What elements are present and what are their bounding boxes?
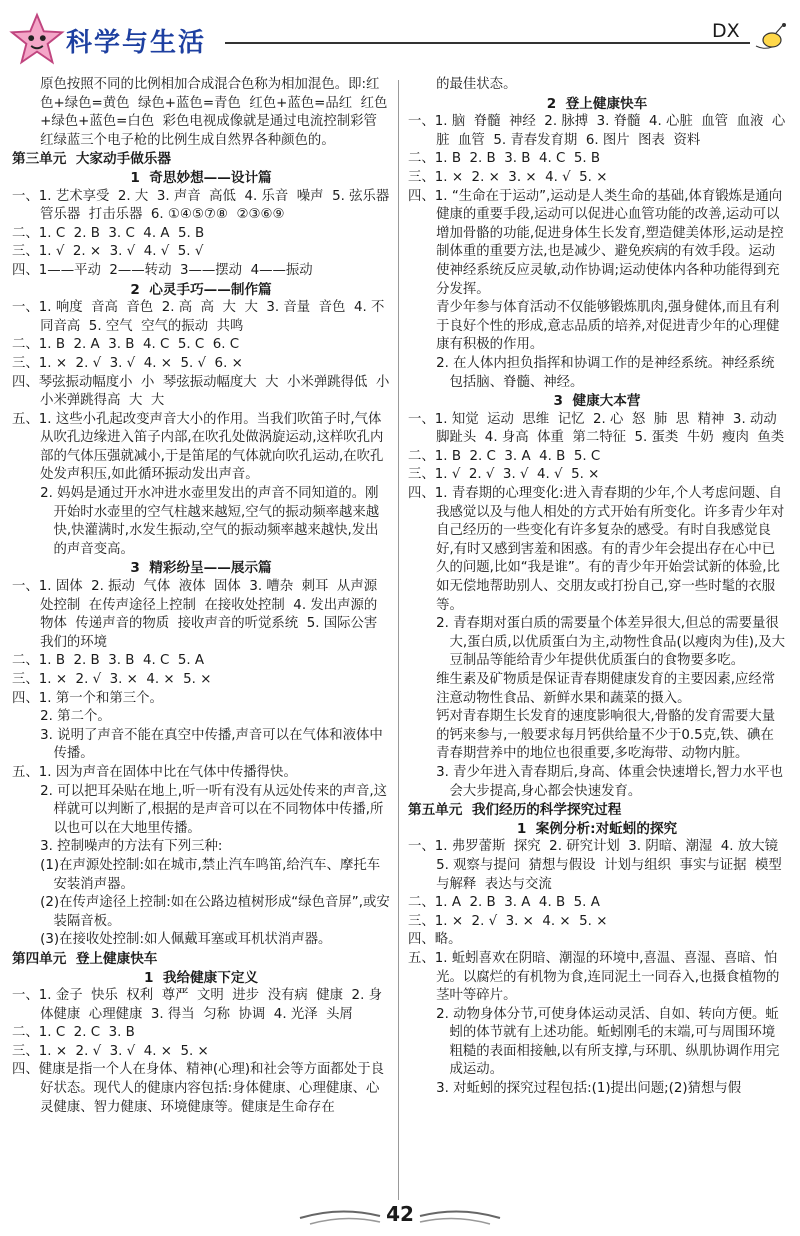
answer-line: 三、1. √ 2. √ 3. √ 4. √ 5. × bbox=[408, 467, 600, 483]
answer-line: 三、1. × 2. √ 3. √ 4. × 5. √ 6. × bbox=[12, 355, 243, 371]
answer-line: 2. 第二个。 bbox=[40, 709, 111, 725]
answer-line: 三、1. √ 2. × 3. √ 4. √ 5. √ bbox=[12, 244, 204, 260]
header-rule bbox=[225, 42, 750, 44]
answer-line: (3)在接收处控制:如人佩戴耳塞或耳机状消声器。 bbox=[40, 932, 332, 948]
page-title: 科学与生活 bbox=[66, 28, 207, 58]
answer-line: 二、1. A 2. B 3. A 4. B 5. A bbox=[408, 895, 600, 911]
answer-line: 二、1. B 2. B 3. B 4. C 5. A bbox=[12, 653, 205, 669]
right-column bbox=[408, 76, 786, 1099]
answer-line: (1)在声源处控制:如在城市,禁止汽车鸣笛,给汽车、摩托车安装消声器。 bbox=[40, 857, 381, 892]
unit-heading: 第四单元 登上健康快车 bbox=[12, 950, 158, 967]
answer-line: 2. 可以把耳朵贴在地上,听一听有没有从远处传来的声音,这样就可以判断了,根据的是声音可以在不同物体中传播,所以也可以在大地里传播。 bbox=[40, 783, 388, 836]
answer-line: 3. 说明了声音不能在真空中传播,声音可以在气体和液体中传播。 bbox=[40, 727, 383, 762]
star-mascot-icon bbox=[8, 12, 66, 70]
answer-line: (2)在传声途径上控制:如在公路边植树形成“绿色音屏”,或安装隔音板。 bbox=[40, 895, 390, 929]
section-heading: 1 奇思妙想——设计篇 bbox=[130, 169, 272, 186]
answer-line: 钙对青春期生长发育的速度影响很大,骨骼的发育需要大量的钙来参与,一般要求每月钙供给量不少于0.5克,铁、碘在青春期营养中的地位也很重要,多吃海带、动物内脏。 bbox=[436, 709, 776, 762]
answer-line: 四、1. 第一个和第三个。 bbox=[12, 690, 163, 706]
answer-line: 四、琴弦振动幅度小 小 琴弦振动幅度大 大 小米弹跳得低 小 小米弹跳得高 大 大 bbox=[12, 374, 398, 409]
section-heading: 2 登上健康快车 bbox=[546, 95, 648, 112]
header-tag: DX bbox=[712, 20, 740, 42]
column-divider bbox=[398, 80, 399, 1200]
answer-line: 三、1. × 2. √ 3. × 4. × 5. × bbox=[408, 913, 608, 929]
answer-line: 一、1. 金子 快乐 权利 尊严 文明 进步 没有病 健康 2. 身体健康 心理健康 3. 得当 匀称 协调 4. 光泽 头屑 bbox=[12, 988, 382, 1022]
answer-line: 五、1. 这些小孔起改变声音大小的作用。当我们吹笛子时,气体从吹孔边缘进入笛子内部,在吹孔处做涡旋运动,这样吹孔内部的气体压强就减小,于是笛尾的气体就向吹孔运动,在吹孔处发声积压,如此循环振动发出声音。 bbox=[12, 411, 384, 483]
answer-line: 二、1. C 2. C 3. B bbox=[12, 1025, 135, 1041]
answer-line: 二、1. B 2. C 3. A 4. B 5. C bbox=[408, 448, 601, 464]
answer-line: 2. 动物身体分节,可使身体运动灵活、自如、转向方便。蚯蚓的体节就有上述功能。蚯蚓刚毛的末端,可与周围环境粗糙的表面相接触,以有所支撑,与环肌、纵肌协调作用完成运动。 bbox=[436, 1006, 780, 1078]
answer-line: 一、1. 艺术享受 2. 大 3. 声音 高低 4. 乐音 噪声 5. 弦乐器 管乐器 打击乐器 6. ①④⑤⑦⑧ ②③⑥⑨ bbox=[12, 188, 398, 223]
bug-icon bbox=[752, 22, 792, 52]
answer-line: 一、1. 知觉 运动 思维 记忆 2. 心 怒 肺 思 精神 3. 动动脚趾头 4. 身高 体重 第二特征 5. 蛋类 牛奶 瘦肉 鱼类 bbox=[408, 411, 785, 446]
page-header bbox=[0, 0, 800, 78]
answer-line: 2. 在人体内担负指挥和协调工作的是神经系统。神经系统包括脑、脊髓、神经。 bbox=[436, 355, 775, 390]
answer-line: 一、1. 弗罗蕾斯 探究 2. 研究计划 3. 阴暗、潮湿 4. 放大镜 5. 观察与提问 猜想与假设 计划与组织 事实与证据 模型与解释 表达与交流 bbox=[408, 839, 787, 892]
answer-line: 三、1. × 2. √ 3. × 4. × 5. × bbox=[12, 672, 212, 687]
answer-line: 3. 对蚯蚓的探究过程包括:(1)提出问题;(2)猜想与假 bbox=[436, 1081, 742, 1097]
answer-line: 2. 妈妈是通过开水冲进水壶里发出的声音不同知道的。刚开始时水壶里的空气柱越来越短,空气的振动频率越来越快,快灌满时,水发生振动,空气的振动频率越来越快,发出的声音变高。 bbox=[40, 486, 380, 557]
unit-heading: 第三单元 大家动手做乐器 bbox=[12, 151, 171, 168]
left-column bbox=[12, 76, 398, 1117]
answer-line: 一、1. 固体 2. 振动 气体 液体 固体 3. 嘈杂 刺耳 从声源处控制 在传声途径上控制 在接收处控制 4. 发出声源的物体 传递声音的物质 接收声音的听觉系统 5. 国际公害 我们的环境 bbox=[12, 579, 386, 650]
answer-line: 四、略。 bbox=[408, 932, 462, 948]
answer-line: 二、1. C 2. B 3. C 4. A 5. B bbox=[12, 225, 205, 241]
answer-line: 四、1. 青春期的心理变化:进入青春期的少年,个人考虑问题、自我感觉以及与他人相处的方式开始有所变化。许多青少年对自己经历的一些变化有许多复杂的感受。有时自我感觉良好,有时又感到害羞和困惑。有的青少年会提出存在心中已久的问题,比如“我是谁”。有的青少年开始尝试新的体验,比如无偿地帮助别人、交朋友或打扮自己,穿一些时髦的衣服等。 bbox=[408, 486, 785, 613]
answer-line: 的最佳状态。 bbox=[436, 77, 517, 92]
section-heading: 3 健康大本营 bbox=[553, 393, 641, 410]
answer-line: 2. 青春期对蛋白质的需要量个体差异很大,但总的需要量很大,蛋白质,以优质蛋白为主,动物性食品(以瘦肉为佳),及大豆制品等能给青少年提供优质蛋白的食物要多吃。 bbox=[436, 616, 785, 669]
answer-line: 3. 青少年进入青春期后,身高、体重会快速增长,智力水平也会大步提高,身心都会快速发育。 bbox=[436, 764, 784, 799]
answer-line: 四、健康是指一个人在身体、精神(心理)和社会等方面都处于良好状态。现代人的健康内容包括:身体健康、心理健康、心灵健康、智力健康、环境健康等。健康是生命存在 bbox=[12, 1062, 384, 1115]
answer-line: 一、1. 脑 脊髓 神经 2. 脉搏 3. 脊髓 4. 心脏 血管 血液 心脏 血管 5. 青春发育期 6. 图片 图表 资料 bbox=[408, 114, 786, 148]
unit-heading: 第五单元 我们经历的科学探究过程 bbox=[408, 802, 622, 819]
answer-line: 三、1. × 2. √ 3. √ 4. × 5. × bbox=[12, 1043, 209, 1059]
answer-line: 二、1. B 2. B 3. B 4. C 5. B bbox=[408, 151, 601, 167]
answer-line: 一、1. 响度 音高 音色 2. 高 高 大 大 3. 音量 音色 4. 不同音高 5. 空气 空气的振动 共鸣 bbox=[12, 300, 385, 334]
answer-line: 三、1. × 2. × 3. × 4. √ 5. × bbox=[408, 169, 608, 185]
section-heading: 1 我给健康下定义 bbox=[143, 969, 259, 986]
section-heading: 2 心灵手巧——制作篇 bbox=[130, 281, 272, 298]
answer-line: 二、1. B 2. A 3. B 4. C 5. C 6. C bbox=[12, 337, 240, 353]
answer-line: 青少年参与体育活动不仅能够锻炼肌肉,强身健体,而且有利于良好个性的形成,意志品质的培养,对促进青少年的心理健康有积极的作用。 bbox=[436, 300, 780, 353]
answer-line: 原色按照不同的比例相加合成混合色称为相加混色。即:红色+绿色=黄色 绿色+蓝色=青色 红色+蓝色=品红 红色+绿色+蓝色=白色 彩色电视成像就是通过电流控制彩管红绿蓝三个电子枪的比例生成自然界各种颜色的。 bbox=[40, 77, 388, 148]
section-heading: 3 精彩纷呈——展示篇 bbox=[130, 560, 272, 577]
answer-line: 五、1. 因为声音在固体中比在气体中传播得快。 bbox=[12, 764, 297, 780]
answer-line: 四、1. “生命在于运动”,运动是人类生命的基础,体育锻炼是通向健康的重要手段,运动可以促进心血管功能的改善,运动可以增加骨骼的功能,促进身体生长发育,塑造健美体形,运动是控制体重的重要方法,也是减少、避免疾病的有效手段。运动使神经系统反应灵敏,动作协调;运动使体内各种功能得到充分发挥。 bbox=[408, 188, 784, 297]
answer-line: 3. 控制噪声的方法有下列三种: bbox=[40, 839, 223, 855]
answer-line: 维生素及矿物质是保证青春期健康发育的主要因素,应经常注意动物性食品、新鲜水果和蔬菜的摄入。 bbox=[436, 672, 776, 706]
section-heading: 1 案例分析:对蚯蚓的探究 bbox=[516, 820, 678, 837]
answer-line: 四、1——平动 2——转动 3——摆动 4——振动 bbox=[12, 262, 313, 278]
answer-line: 五、1. 蚯蚓喜欢在阴暗、潮湿的环境中,喜温、喜湿、喜暗、怕光。以腐烂的有机物为食,连同泥土一同吞入,也摄食植物的茎叶等碎片。 bbox=[408, 950, 780, 1004]
page-number: 42 bbox=[386, 1202, 414, 1226]
